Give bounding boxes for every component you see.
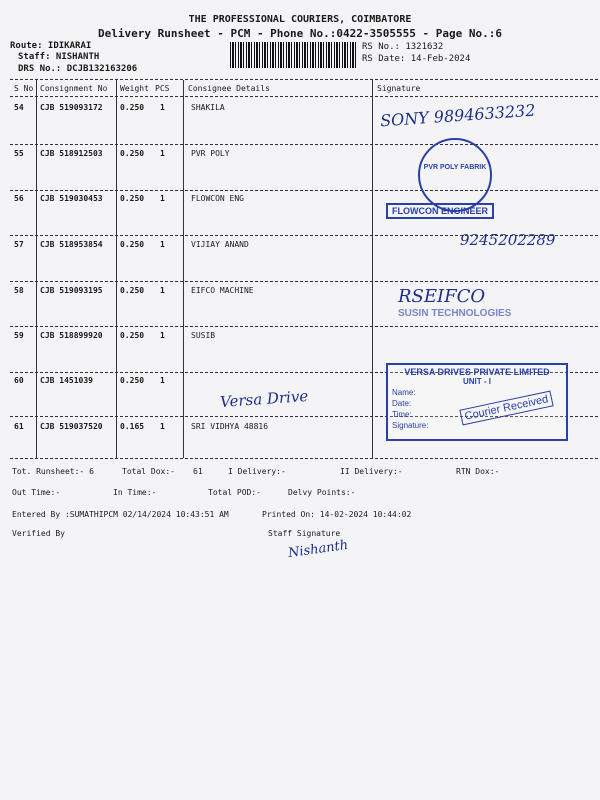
row-consignee: FLOWCON ENG: [191, 194, 244, 203]
col-sno: S No: [14, 84, 34, 93]
row58-signature: RSEIFCO: [398, 286, 486, 307]
col-weight: Weight: [120, 84, 149, 93]
table-header-rule: [10, 96, 598, 97]
row-pcs: 1: [160, 149, 165, 158]
row-consignment: CJB 519093172: [40, 103, 103, 112]
table-top-rule: [10, 79, 598, 80]
versa-stamp-time: Time:: [392, 410, 412, 419]
row-sno: 61: [14, 422, 24, 431]
delvy-points: Delvy Points:-: [288, 488, 356, 497]
flowcon-stamp: FLOWCON ENGINEER: [386, 203, 494, 219]
row-pcs: 1: [160, 376, 165, 385]
row-sno: 55: [14, 149, 24, 158]
total-pod: Total POD:-: [208, 488, 261, 497]
in-time: In Time:-: [113, 488, 157, 497]
row-weight: 0.250: [120, 194, 145, 203]
row-sno: 59: [14, 331, 24, 340]
ii-delivery: II Delivery:-: [340, 467, 403, 476]
row-consignment: CJB 519037520: [40, 422, 103, 431]
row-pcs: 1: [160, 103, 165, 112]
row-pcs: 1: [160, 331, 165, 340]
entered-by: Entered By :SUMATHIPCM 02/14/2024 10:43:51 AM: [12, 510, 229, 519]
row-rule: [10, 190, 598, 191]
row-consignment: CJB 1451039: [40, 376, 93, 385]
pvr-round-stamp: [418, 138, 492, 212]
row-consignment: CJB 518912503: [40, 149, 103, 158]
rs-number: RS No.: 1321632: [362, 42, 444, 52]
row-sno: 54: [14, 103, 24, 112]
verified-by: Verified By: [12, 529, 65, 538]
row-weight: 0.250: [120, 103, 145, 112]
staff-signature: Nishanth: [287, 537, 350, 562]
row-consignee: SUSIB: [191, 331, 216, 340]
row-consignment: CJB 518953854: [40, 240, 103, 249]
row-consignee: EIFCO MACHINE: [191, 286, 254, 295]
row-sno: 57: [14, 240, 24, 249]
courier-received-stamp: Courier Received: [459, 391, 553, 426]
susin-stamp: SUSIN TECHNOLOGIES: [398, 308, 512, 319]
staff-label: Staff: NISHANTH: [18, 52, 100, 62]
row54-signature: SONY 9894633232: [379, 100, 537, 131]
row-pcs: 1: [160, 422, 165, 431]
drs-number: DRS No.: DCJB132163206: [18, 64, 138, 74]
pvr-stamp-text: PVR POLY FABRIK: [423, 164, 487, 171]
barcode: [230, 42, 356, 68]
route-label: Route: IDIKARAI: [10, 41, 92, 51]
table-bottom-rule: [10, 458, 598, 459]
row-consignee: SRI VIDHYA 48816: [191, 422, 269, 431]
row-consignee: PVR POLY: [191, 149, 230, 158]
row-pcs: 1: [160, 194, 165, 203]
total-dox-value: 61: [193, 467, 203, 476]
total-dox-label: Total Dox:-: [122, 467, 175, 476]
out-time: Out Time:-: [12, 488, 61, 497]
versa-stamp-date: Date:: [392, 399, 412, 408]
row-weight: 0.250: [120, 240, 145, 249]
versa-stamp-signature: Signature:: [392, 421, 429, 430]
versa-stamp-unit: UNIT - I: [463, 377, 491, 386]
row60-note: Versa Drive: [219, 386, 309, 412]
runsheet-subtitle: Delivery Runsheet - PCM - Phone No.:0422-3505555 - Page No.:6: [98, 27, 502, 40]
rtn-dox: RTN Dox:-: [456, 467, 500, 476]
col-divider: [372, 80, 373, 458]
col-pcs: PCS: [155, 84, 170, 93]
row-sno: 56: [14, 194, 24, 203]
row-weight: 0.165: [120, 422, 145, 431]
row-pcs: 1: [160, 286, 165, 295]
company-title: THE PROFESSIONAL COURIERS, COIMBATORE: [188, 14, 412, 25]
row-consignee: VIJIAY ANAND: [191, 240, 249, 249]
col-signature: Signature: [377, 84, 421, 93]
row-weight: 0.250: [120, 331, 145, 340]
versa-stamp-name: Name:: [392, 388, 416, 397]
col-consignment: Consignment No: [40, 84, 108, 93]
row-pcs: 1: [160, 240, 165, 249]
row-rule: [10, 281, 598, 282]
total-runsheet: Tot. Runsheet:- 6: [12, 467, 94, 476]
col-divider: [183, 80, 184, 458]
row-sno: 58: [14, 286, 24, 295]
row-weight: 0.250: [120, 376, 145, 385]
versa-stamp-title: VERSA DRIVES PRIVATE LIMITED: [404, 367, 550, 377]
row-consignment: CJB 519093195: [40, 286, 103, 295]
row-consignment: CJB 519030453: [40, 194, 103, 203]
i-delivery: I Delivery:-: [228, 467, 286, 476]
row-weight: 0.250: [120, 149, 145, 158]
col-divider: [36, 80, 37, 458]
row-consignment: CJB 518899920: [40, 331, 103, 340]
row-weight: 0.250: [120, 286, 145, 295]
row-consignee: SHAKILA: [191, 103, 225, 112]
printed-on: Printed On: 14-02-2024 10:44:02: [262, 510, 412, 519]
col-consignee: Consignee Details: [188, 84, 270, 93]
col-divider: [116, 80, 117, 458]
row57-phone: 9245202289: [460, 231, 556, 249]
staff-signature-label: Staff Signature: [268, 529, 341, 538]
row-rule: [10, 326, 598, 327]
rs-date: RS Date: 14-Feb-2024: [362, 54, 471, 64]
row-rule: [10, 144, 598, 145]
row-sno: 60: [14, 376, 24, 385]
